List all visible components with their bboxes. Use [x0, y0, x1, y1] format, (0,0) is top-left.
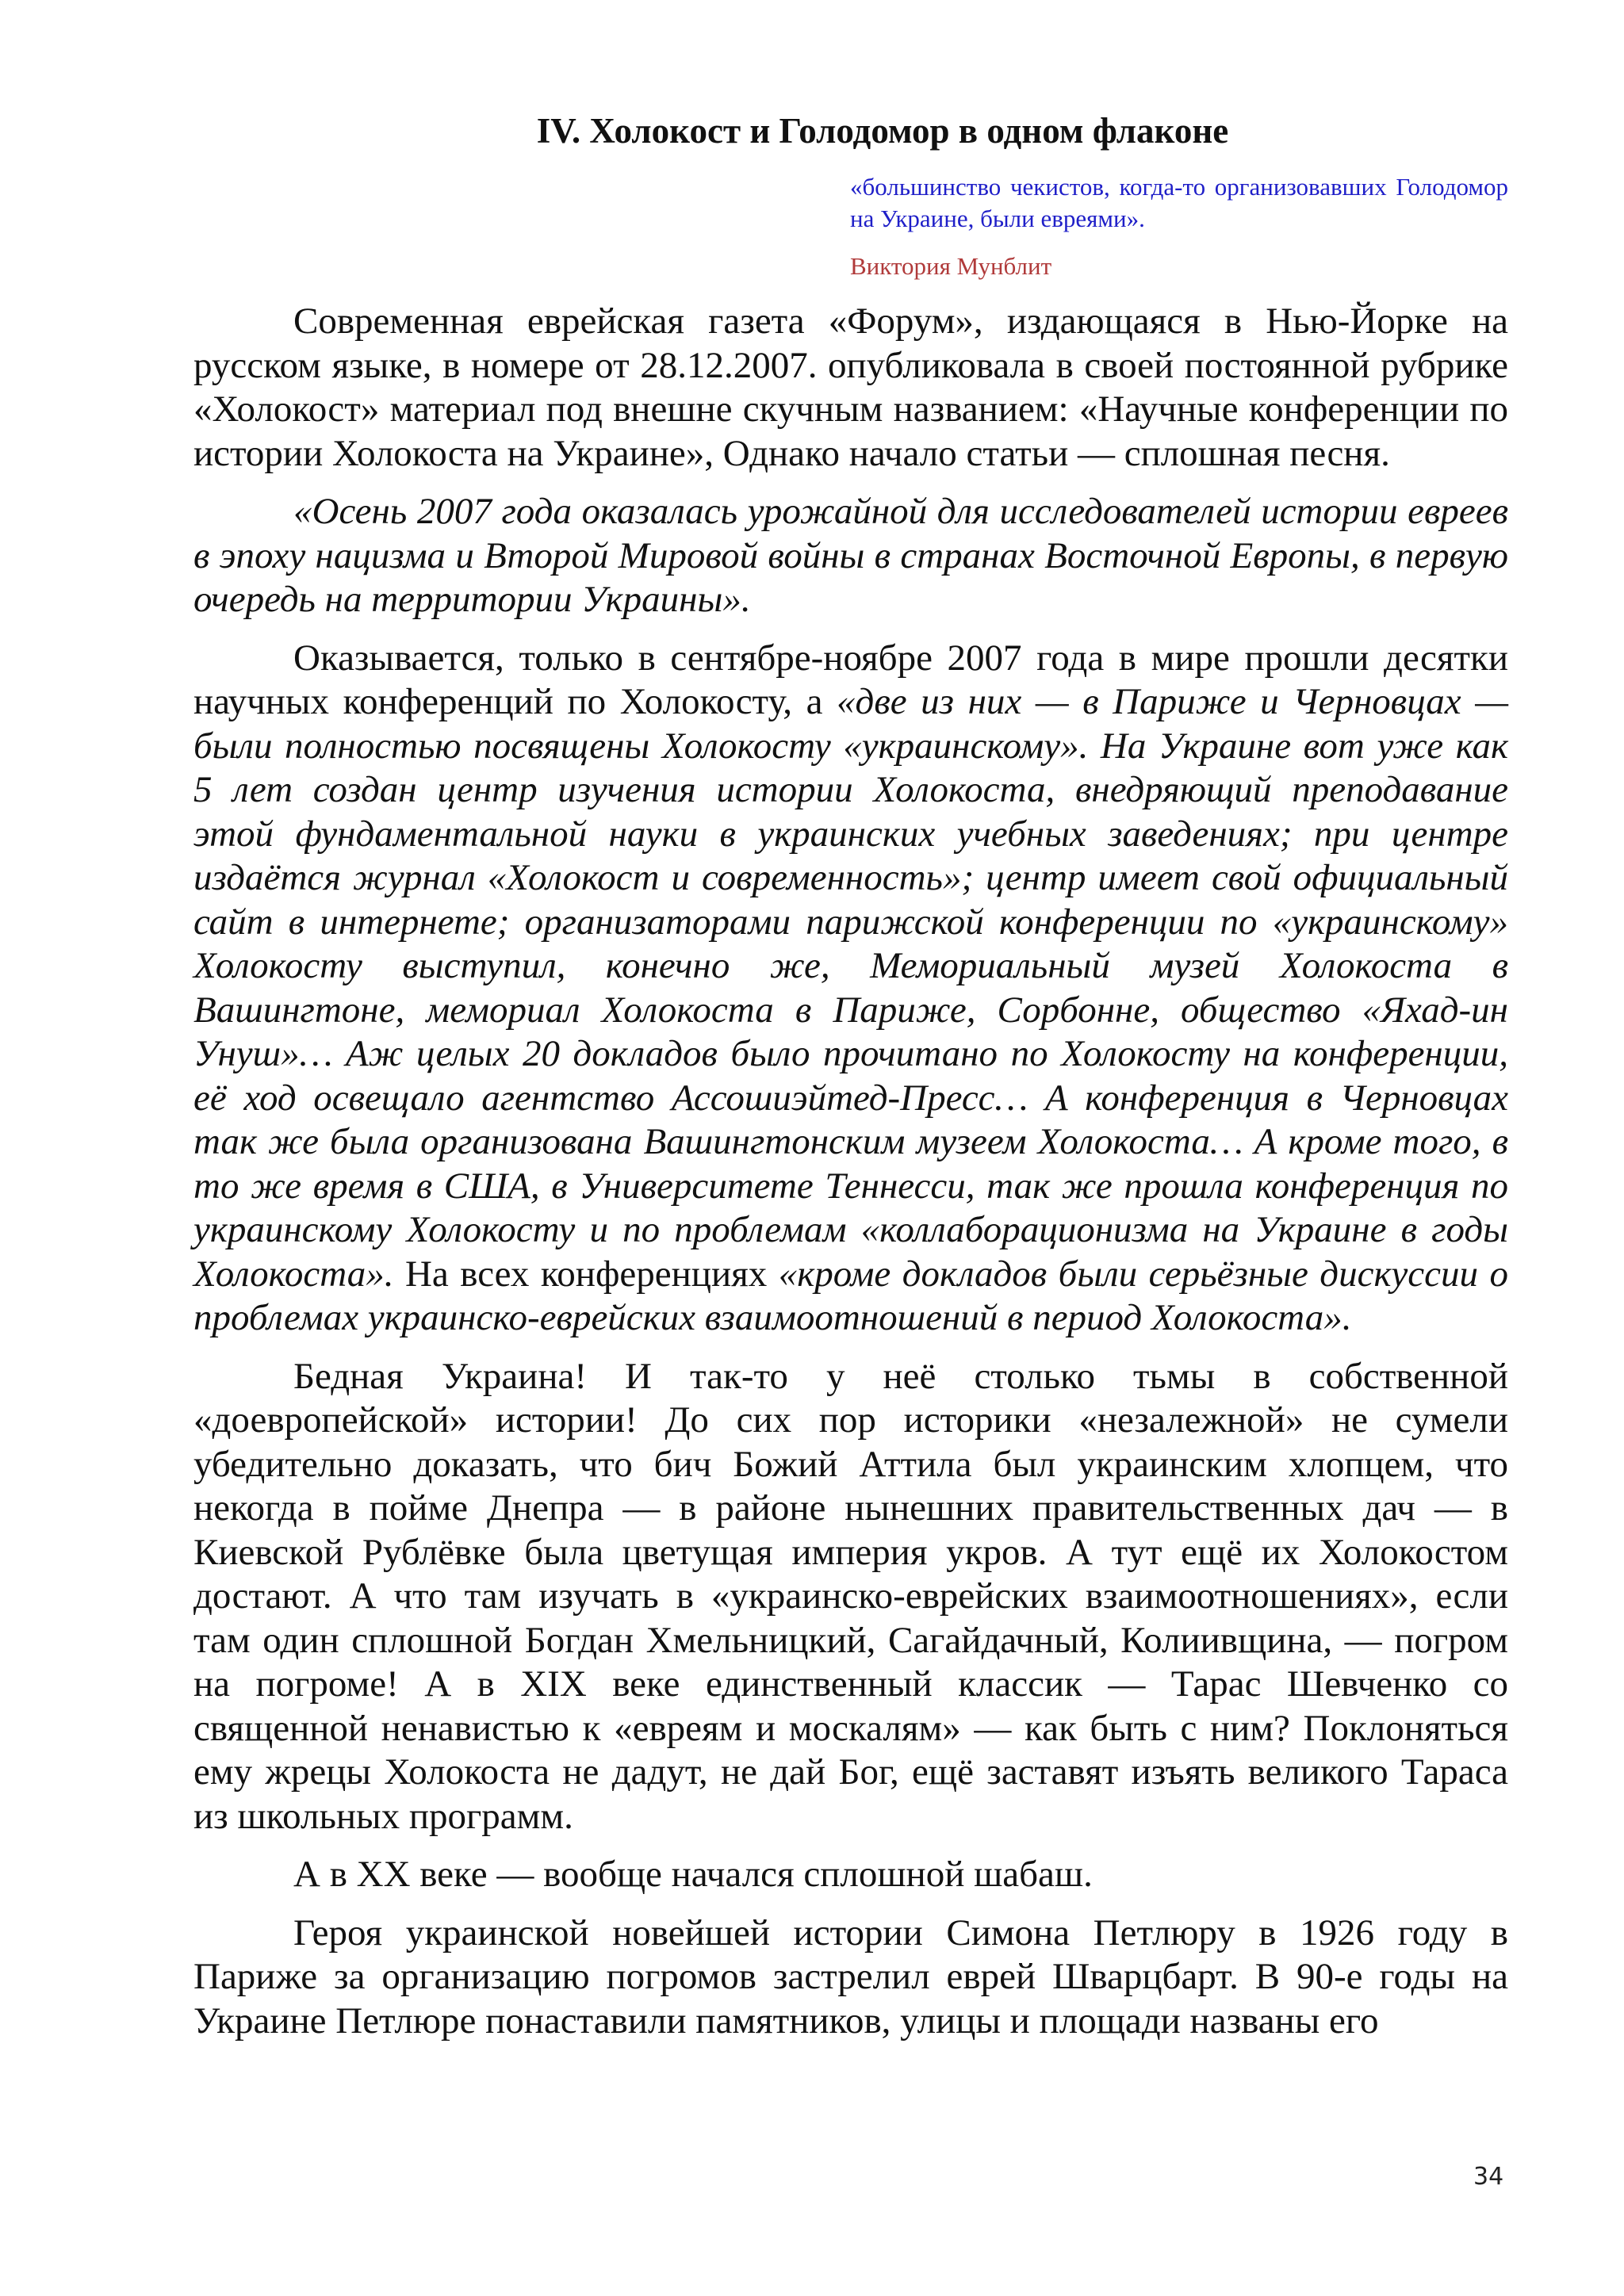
epigraph-author: Виктория Мунблит [850, 252, 1052, 280]
document-page [193, 103, 1508, 2043]
paragraph-3-quote-b: «кроме докладов были серьёзные дискуссии о проблемах украинско-еврейских взаимоотношений в период Холокоста». [193, 1253, 1509, 1338]
paragraph-6: Героя украинской новейшей истории Симона Петлюру в 1926 году в Париже за организацию погромов застрелил еврей Шварцбарт. В 90-е годы на Украине Петлюре понаставили памятников, улицы и площади названы его [193, 1911, 1508, 2042]
paragraph-3 [193, 637, 1508, 1341]
paragraph-3-text-a: Оказывается, только в сентябре-ноябре 2007 года в мире прошли десятки научных конференций по Холокосту, а [193, 637, 1508, 722]
page-number: 34 [1473, 2163, 1504, 2191]
epigraph [850, 171, 1508, 282]
paragraph-4: Бедная Украина! И так-то у неё столько тьмы в собственной «доевропейской» истории! До сих пор историки «незалежной» не сумели убедительно доказать, что бич Божий Аттила был украинским хлопцем, что некогда в пойме Днепра — в районе нынешних правительственных дач — в Киевской Рублёвке была цветущая империя укров. А тут ещё их Холокостом достают. А что там изучать в «украинско-еврейских взаимоотношениях», если там один сплошной Богдан Хмельницкий, Сагайдачный, Колиивщина, — погром на погроме! А в XIX веке единственный классик — Тарас Шевченко со священной ненавистью к «евреям и москалям» — как быть с ним? Поклоняться ему жрецы Холокоста не дадут, не дай Бог, ещё заставят изъять великого Тараса из школьных программ. [193, 1355, 1508, 1837]
paragraph-3-quote-a: «две из них — в Париже и Черновцах — были полностью посвящены Холокосту «украинскому». На Украине вот уже как 5 лет создан центр изучения истории Холокоста, внедряющий преподавание этой фундаментальной науки в украинских учебных заведениях; при центре издаётся журнал «Холокост и современность»; центр имеет свой официальный сайт в интернете; организаторами парижской конференции по «украинскому» Холокосту выступил, конечно же, Мемориальный музей Холокоста в Вашингтоне, мемориал Холокоста в Париже, Сорбонне, общество «Яхад-ин Унуш»… Аж целых 20 докладов было прочитано по Холокосту на конференции, её ход освещало агентство Ассошиэйтед-Пресс… А конференция в Черновцах так же была организована Вашингтонским музеем Холокоста… А кроме того, в то же время в США, в Университете Теннесси, так же прошла конференция по украинскому Холокосту и по проблемам «коллаборационизма на Украине в годы Холокоста». [193, 681, 1508, 1295]
paragraph-2-quote [193, 490, 1508, 622]
paragraph-5: А в XX веке — вообще начался сплошной шабаш. [293, 1854, 1093, 1895]
paragraph-1: Современная еврейская газета «Форум», издающаяся в Нью-Йорке на русском языке, в номере от 28.12.2007. опубликовала в своей постоянной рубрике «Холокост» материал под внешне скучным названием: «Научные конференции по истории Холокоста на Украине», Однако начало статьи — сплошная песня. [193, 300, 1508, 474]
quote-text: «Осень 2007 года оказалась урожайной для исследователей истории евреев в эпоху нацизма и Второй Мировой войны в странах Восточной Европы, в первую очередь на территории Украины». [193, 491, 1508, 620]
chapter-title: IV. Холокост и Голодомор в одном флаконе [536, 111, 1229, 151]
paragraph-3-text-b: На всех конференциях [393, 1253, 779, 1295]
epigraph-quote: «большинство чекистов, когда-то организовавших Голодомор на Украине, были евреями». [850, 173, 1508, 232]
